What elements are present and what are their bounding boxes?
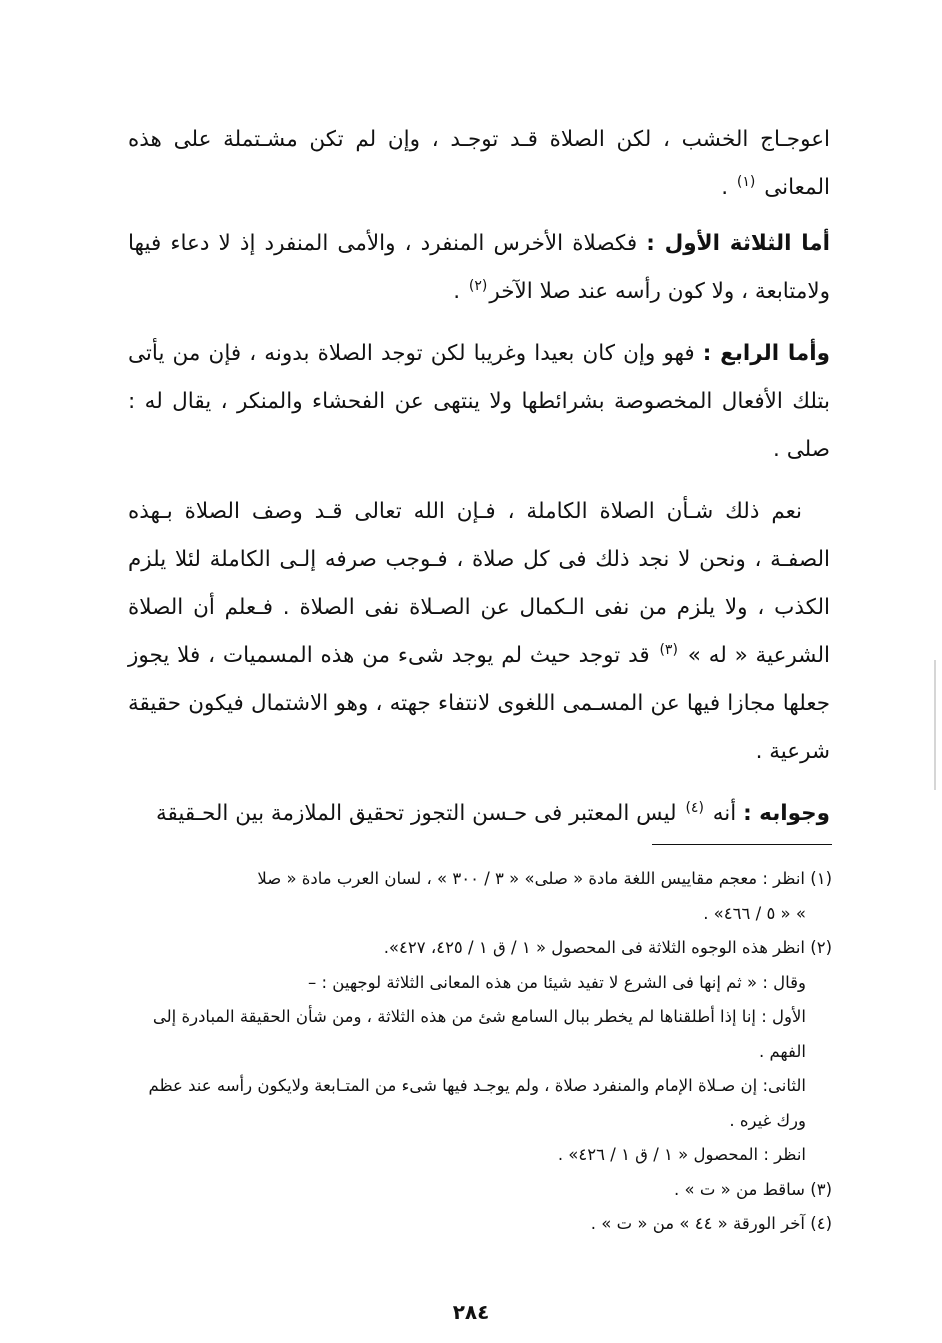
scan-edge-shadow xyxy=(934,660,936,790)
footnote-2-first-reason: الأول : إنا إذا أطلقناها لم يخطر ببال السامع شئ من هذه الثلاثة ، ومن شأن الحقيقة المبادرة إلى الفهم . xyxy=(152,1007,806,1061)
footnote-ref-2: (٢) xyxy=(468,277,488,294)
footnotes xyxy=(126,862,832,1242)
footnote-2: (٢) انظر هذه الوجوه الثلاثة فى المحصول « ١ / ق ١ / ٤٢٥، ٤٢٧». xyxy=(383,938,832,957)
paragraph-1 xyxy=(128,116,830,212)
paragraph-5-heading: وجوابه : xyxy=(743,801,830,826)
paragraph-5-text-b: ليس المعتبر فى حـسن التجوز تحقيق الملازمة بين الحـقيقة xyxy=(155,801,677,826)
footnote-ref-3: (٣) xyxy=(659,641,678,658)
paragraph-2-end: . xyxy=(453,279,461,304)
page-number: ٢٨٤ xyxy=(452,1300,490,1324)
footnote-separator xyxy=(652,844,832,845)
footnote-ref-4: (٤) xyxy=(685,799,704,816)
paragraph-4-text-a: نعم ذلك شـأن الصلاة الكاملة ، فـإن الله تعالى قـد وصف الصلاة بـهذه الصفـة ، ونحن لا نجد ذلك فى كل صلاة ، فـوجب صرفه إلـى الكاملة لئلا يلزم الكذب ، ولا يلزم من نفى الـكمال عن الصـلاة نفى الصلاة . فـعلم أن الصلاة الشرعية « له » xyxy=(128,499,830,668)
footnote-4: (٤) آخر الورقة « ٤٤ » من « ت » . xyxy=(590,1214,832,1233)
paragraph-3-text: فهو وإن كان بعيدا وغريبا لكن توجد الصلاة بدونه ، فإن من يأتى بتلك الأفعال المخصوصة بشرائطها ولا ينتهى عن الفحشاء والمنكر ، يقال له : صلى . xyxy=(128,341,830,462)
paragraph-4 xyxy=(128,488,830,776)
paragraph-2 xyxy=(128,220,830,316)
paragraph-1-end: . xyxy=(721,175,729,200)
footnote-ref-1: (١) xyxy=(736,173,756,190)
footnote-2-reference: انظر : المحصول « ١ / ق ١ / ٤٢٦» . xyxy=(557,1145,806,1164)
footnote-2-quote: وقال : « ثم إنها فى الشرع لا تفيد شيئا من هذه المعانى الثلاثة لوجهين : – xyxy=(307,972,806,992)
footnote-1-line-1: (١) انظر : معجم مقاييس اللغة مادة « صلى» « ٣ / ٣٠٠ » ، لسان العرب مادة « صلا xyxy=(257,869,832,888)
paragraph-2-text: فكصلاة الأخرس المنفرد ، والأمى المنفرد إذ لا دعاء فيها ولامتابعة ، ولا كون رأسه عند صلا الآخر xyxy=(128,231,830,304)
footnote-1-line-2: » « ٥ / ٤٦٦» . xyxy=(703,903,806,923)
footnote-2-second-reason: الثانى: إن صـلاة الإمام والمنفرد صلاة ، ولم يوجـد فيها شىء من المتـابعة ولايكون رأسه عند عظم ورك غيره . xyxy=(148,1076,806,1130)
paragraph-1-text: اعوجـاج الخشب ، لكن الصلاة قـد توجـد ، وإن لم تكن مشـتملة على هذه المعانى xyxy=(128,127,830,200)
paragraph-3-heading: وأما الرابع : xyxy=(702,341,830,366)
paragraph-4-text-b: قد توجد حيث لم يوجد شىء من هذه المسميات ، فلا يجوز جعلها مجازا فيها عن المسـمى اللغوى لانتفاء جهته ، وهو الاشتمال فيكون حقيقة شرعية . xyxy=(128,643,830,764)
paragraph-5 xyxy=(128,790,830,838)
paragraph-5-text-a: أنه xyxy=(712,801,737,826)
paragraph-3 xyxy=(128,330,830,474)
footnote-3: (٣) ساقط من « ت » . xyxy=(674,1179,832,1199)
paragraph-2-heading: أما الثلاثة الأول : xyxy=(646,231,830,256)
main-text xyxy=(128,116,830,852)
